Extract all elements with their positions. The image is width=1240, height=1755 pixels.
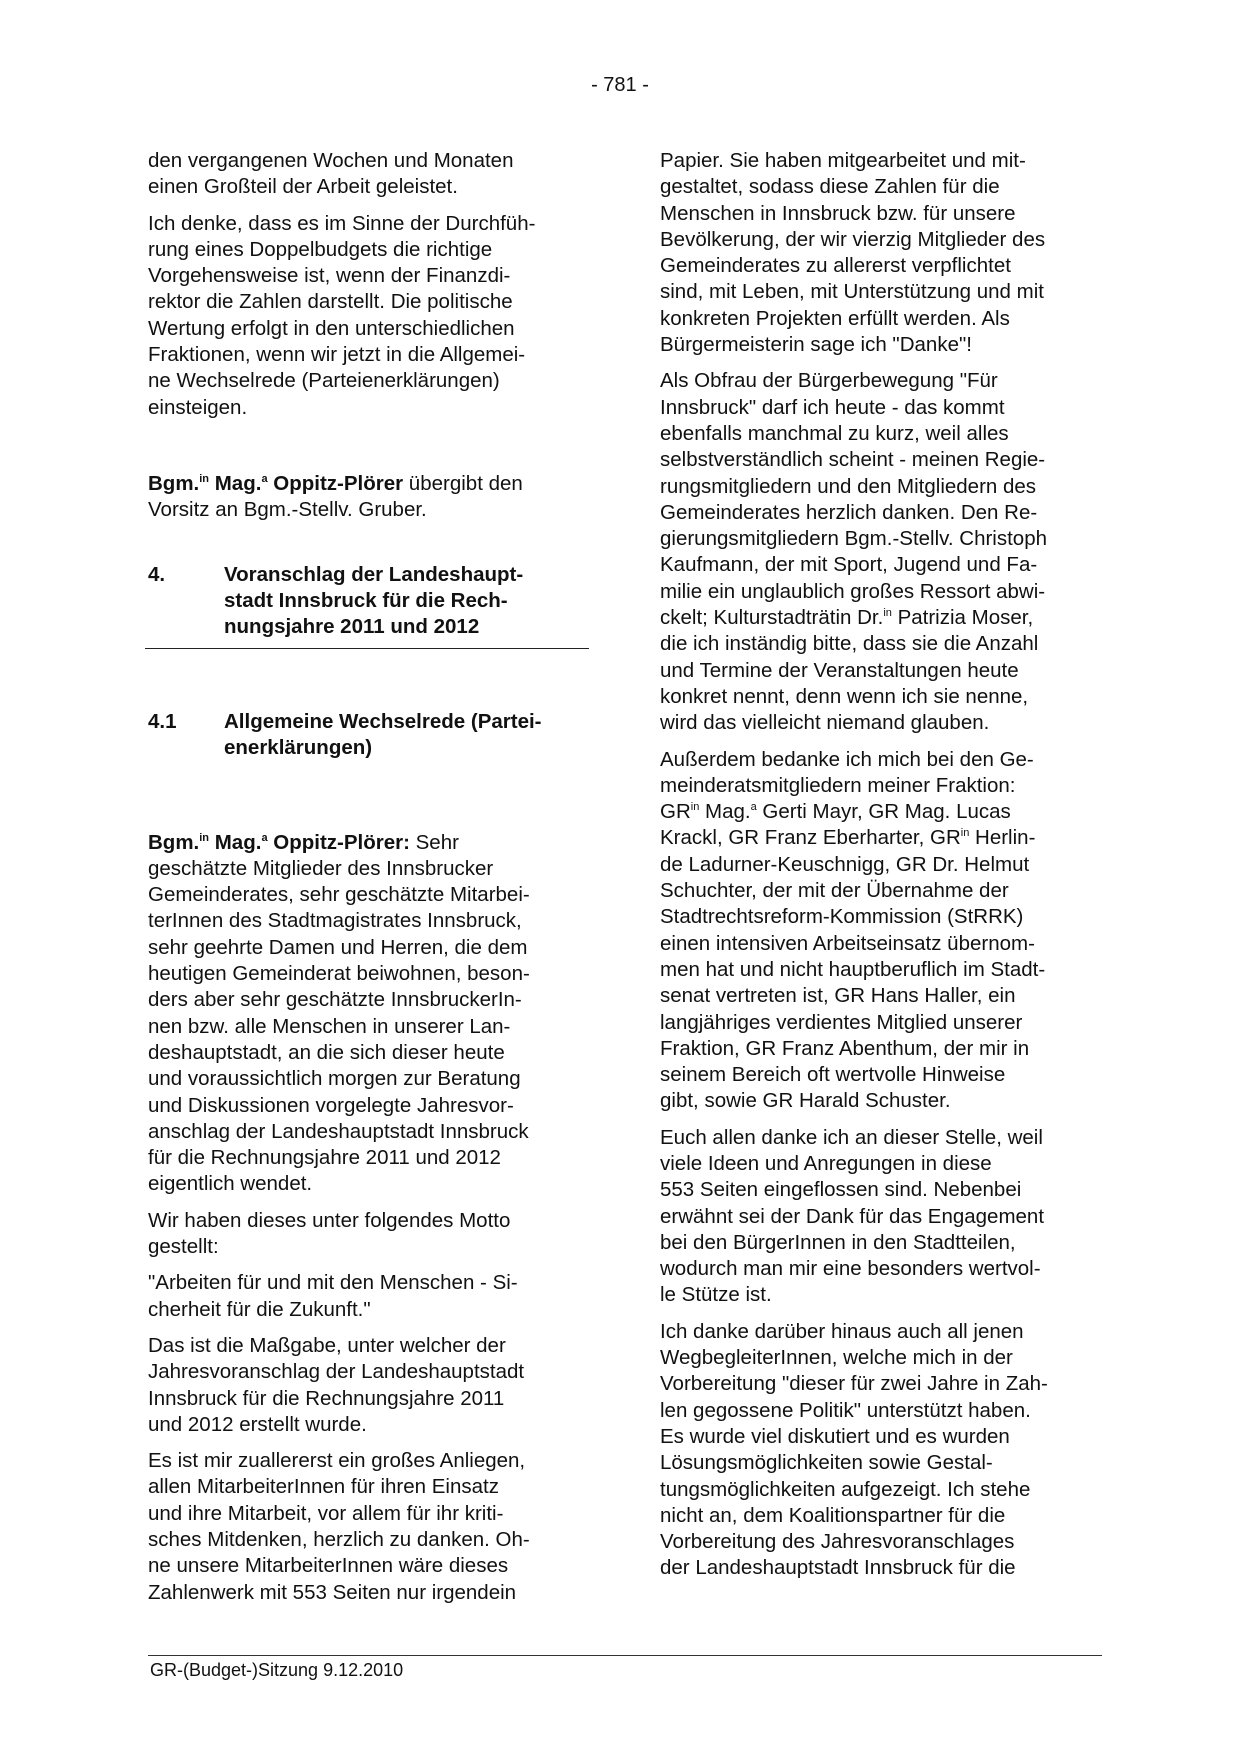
- left-column: [148, 148, 588, 1616]
- speech-paragraph: Bgm.$^{in}$ Mag.$^a$ Oppitz-Plörer: Sehr geschätzte Mitglieder des Innsbrucker Gemeinderates, sehr geschätzte Mitarbei- terInnen des Stadtmagistrates Innsbruck, sehr geehrte Damen und Herren, die dem heutigen Gemeinderat beiwohnen, beson- ders aber sehr geschätzte InnsbruckerIn- nen bzw. alle Menschen in unserer Lan- deshauptstadt, an die sich dieser heute und voraussichtlich morgen zur Beratung und Diskussionen vorgelegte Jahresvor- anschlag der Landeshauptstadt Innsbruck für die Rechnungsjahre 2011 und 2012 eigentlich wendet.: [148, 830, 530, 1196]
- chair-handover: Bgm.$^{in}$ Mag.$^a$ Oppitz-Plörer übergibt den Vorsitz an Bgm.-Stellv. Gruber.: [148, 471, 523, 522]
- paragraph: Euch allen danke ich an dieser Stelle, weil viele Ideen und Anregungen in diese 553 Seiten eingeflossen sind. Nebenbei erwähnt sei der Dank für das Engagement bei den BürgerInnen in den Stadtteilen, wodurch man mir eine besonders wertvol- le Stütze ist.: [660, 1125, 1045, 1307]
- paragraph: den vergangenen Wochen und Monaten einen Großteil der Arbeit geleistet.: [148, 149, 514, 199]
- section-divider: [145, 648, 589, 649]
- paragraph: Ich danke darüber hinaus auch all jenen WegbegleiterInnen, welche mich in der Vorbereitung "dieser für zwei Jahre in Zah- len gegossene Politik" unterstützt haben. Es wurde viel diskutiert und es wurden Lösungsmöglichkeiten sowie Gestal- tungsmöglichkeiten aufgezeigt. Ich stehe nicht an, dem Koalitionspartner für die Vorbereitung des Jahresvoranschlages der Landeshauptstadt Innsbruck für die: [660, 1319, 1048, 1580]
- speaker-name: Bgm.$^{in}$ Mag.$^a$ Oppitz-Plörer: [148, 471, 404, 495]
- section-title: Allgemeine Wechselrede (Partei- enerklärungen): [224, 709, 542, 759]
- speaker-name: Bgm.$^{in}$ Mag.$^a$ Oppitz-Plörer:: [148, 830, 410, 854]
- paragraph: Papier. Sie haben mitgearbeitet und mit- gestaltet, sodass diese Zahlen für die Menschen in Innsbruck bzw. für unsere Bevölkerung, der wir vierzig Mitglieder des Gemeinderates zu allererst verpflichtet sind, mit Leben, mit Unterstützung und mit konkreten Projekten erfüllt werden. Als Bürgermeisterin sage ich "Danke"!: [660, 149, 1046, 357]
- footer-divider: [148, 1655, 1102, 1656]
- section-number: 4.1: [148, 709, 177, 733]
- paragraph: Als Obfrau der Bürgerbewegung "Für Innsbruck" darf ich heute - das kommt ebenfalls manchmal zu kurz, weil alles selbstverständlich scheint - meinen Regie- rungsmitgliedern und den Mitgliedern des Gemeinderates herzlich danken. Den Re- gierungsmitgliedern Bgm.-Stellv. Christoph Kaufmann, der mit Sport, Jugend und Fa- milie ein unglaublich großes Ressort abwi- ckelt; Kulturstadträtin Dr.$^{in}$ Patrizia Moser, die ich inständig bitte, dass sie die Anzahl und Termine der Veranstaltungen heute konkret nennt, denn wenn ich sie nenne, wird das vielleicht niemand glauben.: [660, 369, 1048, 735]
- paragraph: Außerdem bedanke ich mich bei den Ge- meinderatsmitgliedern meiner Fraktion: $GR^{in}$ Mag.$^a$ Gerti Mayr, GR Mag. Lucas Krackl, GR Franz Eberharter, $GR^{in}$ Herlin- de Ladurner-Keuschnigg, GR Dr. Helmut Schuchter, der mit der Übernahme der Stadtrechtsreform-Kommission (StRRK) einen intensiven Arbeitseinsatz übernom- men hat und nicht hauptberuflich im Stadt- senat vertreten ist, GR Hans Haller, ein langjähriges verdientes Mitglied unserer Fraktion, GR Franz Abenthum, der mir in seinem Bereich oft wertvolle Hinweise gibt, sowie GR Harald Schuster.: [660, 747, 1046, 1113]
- paragraph: Wir haben dieses unter folgendes Motto gestellt:: [148, 1208, 511, 1259]
- section-number: 4.: [148, 562, 166, 586]
- footer-text: GR-(Budget-)Sitzung 9.12.2010: [150, 1660, 404, 1680]
- section-heading-4-1: [148, 709, 588, 761]
- paragraph: Es ist mir zuallererst ein großes Anliegen, allen MitarbeiterInnen für ihren Einsatz und ihre Mitarbeit, vor allem für ihr kriti- sches Mitdenken, herzlich zu danken. Oh- ne unsere MitarbeiterInnen wäre dieses Zahlenwerk mit 553 Seiten nur irgendein: [148, 1449, 530, 1604]
- paragraph: Das ist die Maßgabe, unter welcher der Jahresvoranschlag der Landeshauptstadt Innsbruck für die Rechnungsjahre 2011 und 2012 erstellt wurde.: [148, 1333, 525, 1436]
- motto: "Arbeiten für und mit den Menschen - Si- cherheit für die Zukunft.": [148, 1271, 518, 1321]
- paragraph: Ich denke, dass es im Sinne der Durchfüh- rung eines Doppelbudgets die richtige Vorgehensweise ist, wenn der Finanzdi- rektor die Zahlen darstellt. Die politische Wertung erfolgt in den unterschiedlichen Fraktionen, wenn wir jetzt in die Allgemei- ne Wechselrede (Parteienerklärungen) einsteigen.: [148, 211, 536, 419]
- right-column: [660, 148, 1100, 1592]
- page-number: - 781 -: [591, 74, 649, 96]
- section-title: Voranschlag der Landeshaupt- stadt Innsbruck für die Rech- nungsjahre 2011 und 2012: [224, 562, 524, 638]
- section-heading-4: [148, 562, 588, 640]
